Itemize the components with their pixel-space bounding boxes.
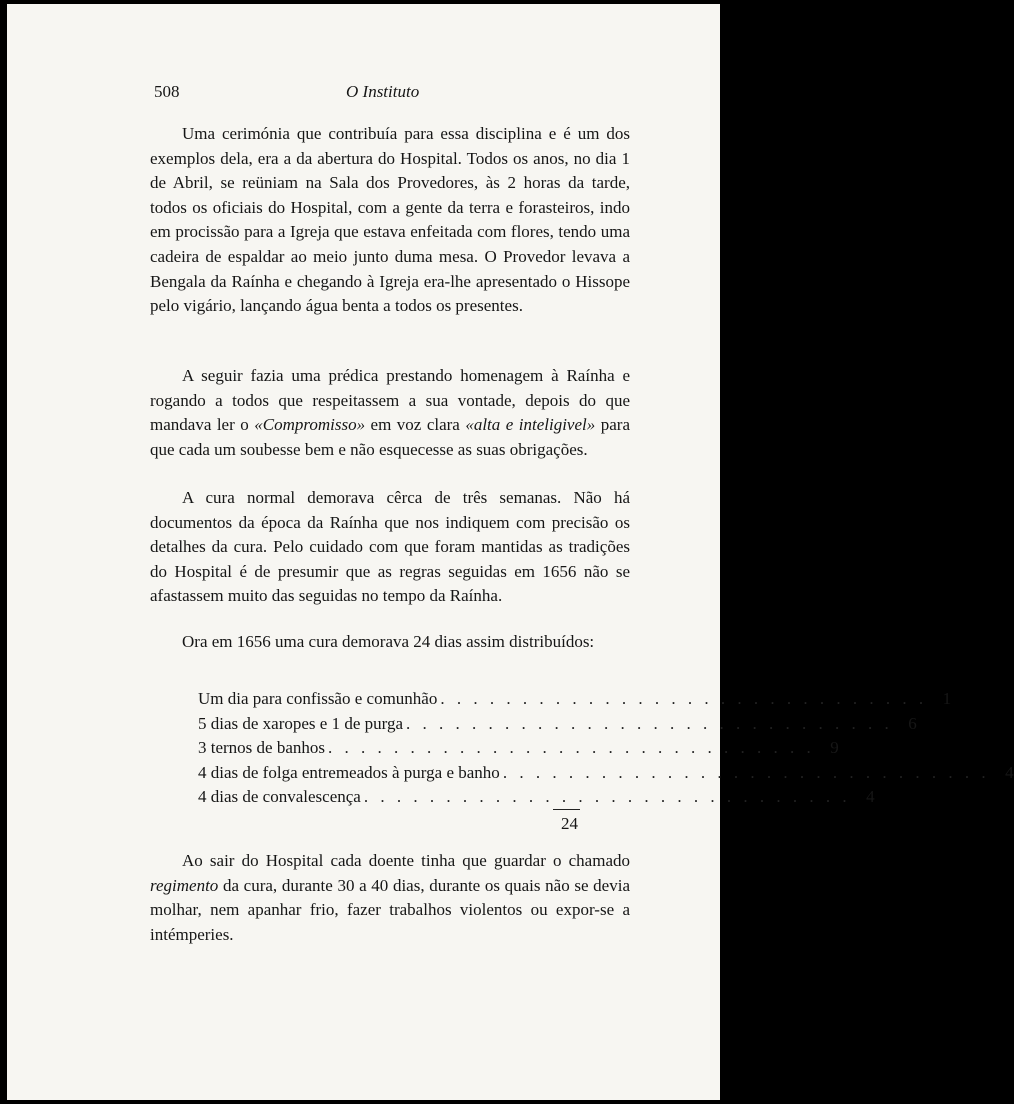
alta-inteligivel-emphasis: «alta e inteligivel» [465,415,596,435]
paragraph-regimento-text-1: Ao sair do Hospital cada doente tinha que guardar o chamado [182,851,630,870]
cure-schedule-item [198,712,917,737]
cure-schedule-item [198,785,875,810]
cure-item-days: 9 [830,738,839,758]
page-number: 508 [154,82,180,101]
cure-schedule-item [198,761,1014,786]
paragraph-normal-cure: A cura normal demorava cêrca de três semanas. Não há documentos da época da Raínha que nos indiquem com precisão os detalhes da cura. Pelo cuidado com que foram mantidas as tradições do Hospital é de presumir que as regras seguidas em 1656 não se afastassem muito das seguidas no tempo da Raínha. [150,488,630,606]
regimento-emphasis: regimento [150,875,219,895]
paragraph-regimento-text-2: da cura, durante 30 a 40 dias, durante os quais não se devia molhar, nem apanhar frio, fazer trabalhos violentos ou expor-se a intémperies. [150,875,630,944]
leader-dots: . . . . . . . . . . . . . . . . . . . . . . . . . . . . . . [440,689,928,708]
cure-item-label: 3 ternos de banhos [198,738,326,758]
paragraph-sermon-text-2: em voz clara [365,415,466,435]
leader-dots: . . . . . . . . . . . . . . . . . . . . . . . . . . . . . . [328,738,815,758]
compromisso-emphasis: «Compromisso» [254,415,366,435]
paragraph-regimento [150,849,630,947]
cure-item-label: Um dia para confissão e comunhão [198,689,438,708]
leader-dots: . . . . . . . . . . . . . . . . . . . . . . . . . . . . . . [406,713,893,733]
cure-schedule-list [198,687,1014,810]
cure-total: 24 [561,814,578,833]
cure-item-days: 1 [942,689,952,708]
cure-item-days: 6 [908,713,917,733]
cure-schedule-item [198,687,952,712]
leader-dots: . . . . . . . . . . . . . . . . . . . . . . . . . . . . . . [363,787,851,807]
cure-item-days: 4 [866,787,875,807]
cure-item-label: 4 dias de folga entremeados à purga e banho [198,762,500,782]
paragraph-sermon-text-1: A seguir fazia uma prédica prestando homenagem à Raínha e rogando a todos que respeitassem a sua vontade, depois do que mandava ler o [150,366,630,435]
cure-schedule-item [198,736,839,761]
leader-dots: . . . . . . . . . . . . . . . . . . . . . . . . . . . . . . [502,762,990,782]
cure-item-label: 4 dias de convalescença [198,787,361,807]
sum-rule [553,809,580,810]
paragraph-cure-1656: Ora em 1656 uma cura demorava 24 dias assim distribuídos: [182,632,595,651]
cure-item-days: 4 [1005,762,1014,782]
paragraph-opening-ceremony: Uma cerimónia que contribuía para essa disciplina e é um dos exemplos dela, era a da abertura do Hospital. Todos os anos, no dia 1 de Abril, se reüniam na Sala dos Provedores, às 2 horas da tarde, todos os oficiais do Hospital, com a gente da terra e forasteiros, indo em procissão para a Igreja que estava enfeitada com flores, tendo uma cadeira de espaldar ao meio junto duma mesa. O Provedor levava a Bengala da Raínha e chegando à Igreja era-lhe apresentado o Hissope pelo vigário, lançando água benta a todos os presentes. [150,124,630,316]
book-page [7,4,1014,1100]
page-header [150,80,630,104]
paragraph-sermon [150,364,630,462]
cure-item-label: 5 dias de xaropes e 1 de purga [198,713,404,733]
paragraph-sermon-text-3: para que cada um soubesse bem e não esquecesse as suas obrigações. [150,415,630,459]
running-title: O Instituto [346,82,420,101]
